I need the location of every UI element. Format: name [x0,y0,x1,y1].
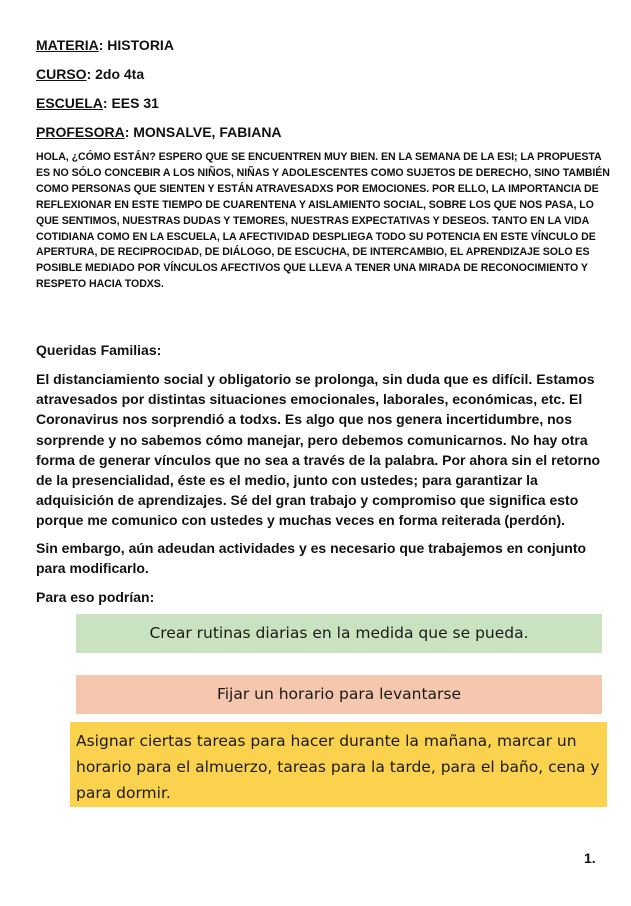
curso-value: : 2do 4ta [86,66,145,82]
body-paragraph-2: Sin embargo, aún adeudan actividades y es necesario que trabajemos en conjunto para modificarlo. [36,540,587,577]
materia-line [36,37,174,53]
materia-label: MATERIA [36,37,99,53]
escuela-label: ESCUELA [36,95,103,111]
escuela-value: : EES 31 [102,95,159,111]
escuela-line [36,95,159,111]
curso-line [36,66,144,82]
curso-label: CURSO [36,66,87,82]
body-paragraph-3: Para eso podrían: [36,589,155,605]
intro-paragraph: HOLA, ¿CÓMO ESTÁN? ESPERO QUE SE ENCUENTREN MUY BIEN. EN LA SEMANA DE LA ESI; LA PROPUESTA ES NO SÓLO CONCEBIR A LOS NIÑOS, NIÑAS Y ADOLESCENTES COMO SUJETOS DE DERECHO, SINO TAMBIÉN COMO PERSONAS QUE SIENTEN Y ESTÁN ATRAVESADXS POR EMOCIONES. POR ELLO, LA IMPORTANCIA DE REFLEXIONAR EN ESTE TIEMPO DE CUARENTENA Y AISLAMIENTO SOCIAL, SOBRE LOS QUE NOS PASA, LO QUE SENTIMOS, NUESTRAS DUDAS Y TEMORES, NUESTRAS EXPECTATIVAS Y DESEOS. TANTO EN LA VIDA COTIDIANA COMO EN LA ESCUELA, LA AFECTIVIDAD DESPLIEGA TODO SU POTENCIA EN ESTE VÍNCULO DE APERTURA, DE RECIPROCIDAD, DE DIÁLOGO, DE ESCUCHA, DE INTERCAMBIO, EL APRENDIZAJE SOLO ES POSIBLE MEDIADO POR VÍNCULOS AFECTIVOS QUE LLEVA A TENER UNA MIRADA DE RECONOCIMIENTO Y RESPETO HACIA TODXS. [36,151,610,291]
greeting: Queridas Familias: [36,342,162,358]
tip-box-schedule: Asignar ciertas tareas para hacer durante la mañana, marcar un horario para el almuerzo, tareas para la tarde, para el baño, cena y para dormir. [70,722,607,807]
materia-value: : HISTORIA [98,37,174,53]
profesora-line [36,124,282,140]
profesora-label: PROFESORA [36,124,125,140]
profesora-value: : MONSALVE, FABIANA [124,124,282,140]
page-number: 1. [584,850,596,866]
tip-box-wake-time: Fijar un horario para levantarse [76,675,602,714]
tip-box-routines: Crear rutinas diarias en la medida que se pueda. [76,614,602,653]
body-paragraph-1: El distanciamiento social y obligatorio se prolonga, sin duda que es difícil. Estamos atravesados por distintas situaciones emocionales, laborales, económicas, etc. El Coronavirus nos sorprendió a todxs. Es algo que nos genera incertidumbre, nos sorprende y no sabemos cómo manejar, pero debemos comunicarnos. No hay otra forma de generar vínculos que no sea a través de la palabra. Por ahora sin el retorno de la presencialidad, éste es el medio, junto con ustedes; para garantizar la adquisición de aprendizajes. Sé del gran trabajo y compromiso que significa esto porque me comunico con ustedes y muchas veces en forma reiterada (perdón). [36,371,601,529]
